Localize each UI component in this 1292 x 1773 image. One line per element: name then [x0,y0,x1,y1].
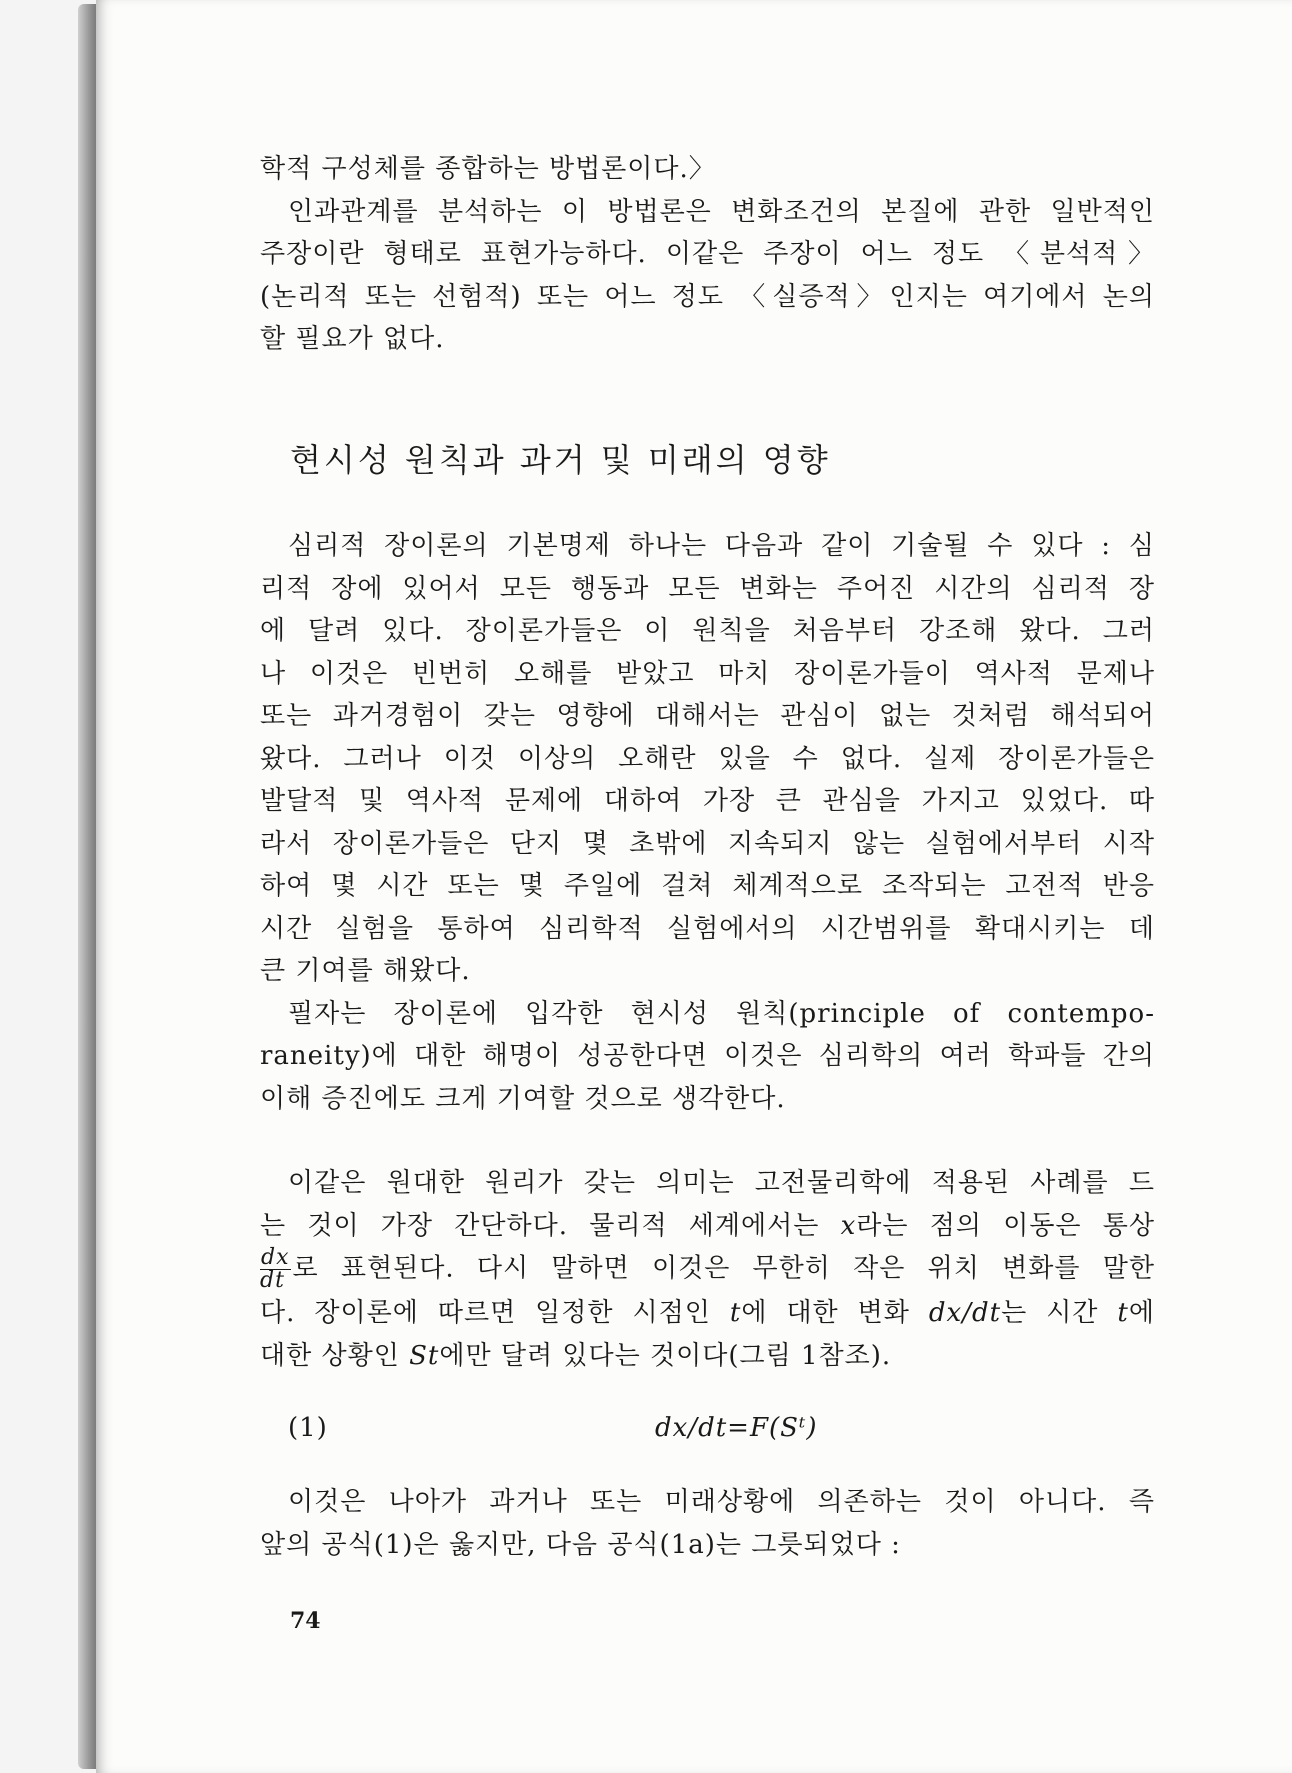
text-line: raneity)에 대한 해명이 성공한다면 이것은 심리학의 여러 학파들 간의 [260,1041,1155,1071]
fraction-denominator: dt [260,1268,285,1293]
paragraph-past-future [260,1481,1155,1566]
text-line: 필자는 장이론에 입각한 현시성 원칙(principle of contempo- [288,998,1155,1029]
text-span: 는 시간 [1001,1298,1118,1328]
text-line [260,1292,1155,1335]
variable-st: St [409,1340,440,1371]
text-line [260,1335,1155,1378]
equation: dx/dt=F(Sᵗ) [655,1413,818,1443]
text-line: 앞의 공식(1)은 옳지만, 다음 공식(1a)는 그릇되었다 : [260,1529,901,1560]
text-span: 대한 상황인 [260,1340,410,1371]
paragraph-field-theory [260,525,1155,993]
text-span: 다. 장이론에 따르면 일정한 시점인 [260,1298,730,1328]
section-heading: 현시성 원칙과 과거 및 미래의 영향 [290,440,831,479]
text-span: 에만 달려 있다는 것이다(그림 1참조). [439,1340,892,1371]
text-span: 는 것이 가장 간단하다. 물리적 세계에서는 [260,1210,841,1241]
paragraph-physics-example [260,1162,1155,1377]
text-line: 심리적 장이론의 기본명제 하나는 다음과 같이 기술될 수 있다 : 심 [288,531,1155,561]
paragraph-contemporaneity [260,993,1155,1121]
text-line [260,1205,1155,1248]
text-line: (논리적 또는 선험적) 또는 어느 정도 〈실증적〉인지는 여기에서 논의 [260,281,1155,312]
variable-t: t [729,1298,742,1328]
text-line [260,1247,1155,1292]
paragraph-intro-end: 학적 구성체를 종합하는 방법론이다.〉 [260,154,716,184]
text-line: 라서 장이론가들은 단지 몇 초밖에 지속되지 않는 실험에서부터 시작 [260,828,1155,859]
page-number: 74 [290,1608,321,1634]
text-line: 시간 실험을 통하여 심리학적 실험에서의 시간범위를 확대시키는 데 [260,913,1155,944]
page-content [260,148,1155,1566]
text-line: 나 이것은 빈번히 오해를 받았고 마치 장이론가들이 역사적 문제나 [260,658,1155,689]
text-span: 에 [1128,1298,1155,1328]
text-line: 큰 기여를 해왔다. [260,956,471,986]
variable-dxdt: dx/dt [928,1298,1002,1328]
text-span: 라는 점의 이동은 통상 [856,1210,1156,1241]
fraction-numerator: dx [261,1245,290,1270]
text-line: 왔다. 그러나 이것 이상의 오해란 있을 수 없다. 실제 장이론가들은 [260,743,1155,774]
variable-x: x [840,1210,857,1241]
variable-t: t [1117,1298,1129,1328]
derivative-fraction [260,1247,291,1292]
paragraph-causal-analysis [260,191,1155,361]
equation-number: (1) [288,1413,328,1443]
text-line: 이같은 원대한 원리가 갖는 의미는 고전물리학에 적용된 사례를 드 [288,1168,1155,1198]
text-line: 이것은 나아가 과거나 또는 미래상황에 의존하는 것이 아니다. 즉 [288,1487,1155,1517]
text-line: 또는 과거경험이 갖는 영향에 대해서는 관심이 없는 것처럼 해석되어 [260,701,1155,731]
text-line: 발달적 및 역사적 문제에 대하여 가장 큰 관심을 가지고 있었다. 따 [260,786,1155,816]
text-line: 할 필요가 없다. [260,324,445,354]
text-span: 로 표현된다. 다시 말하면 이것은 무한히 작은 위치 변화를 말한 [292,1253,1155,1284]
text-span: 에 대한 변화 [741,1298,929,1328]
text-line: 에 달려 있다. 장이론가들은 이 원칙을 처음부터 강조해 왔다. 그러 [260,616,1155,646]
text-line: 리적 장에 있어서 모든 행동과 모든 변화는 주어진 시간의 심리적 장 [260,573,1155,604]
text-line: 하여 몇 시간 또는 몇 주일에 걸쳐 체계적으로 조작되는 고전적 반응 [260,871,1155,901]
text-line: 인과관계를 분석하는 이 방법론은 변화조건의 본질에 관한 일반적인 [288,196,1155,227]
text-line: 주장이란 형태로 표현가능하다. 이같은 주장이 어느 정도 〈분석적〉 [260,239,1155,269]
equation-row [260,1407,1155,1451]
text-line: 이해 증진에도 크게 기여할 것으로 생각한다. [260,1083,786,1114]
